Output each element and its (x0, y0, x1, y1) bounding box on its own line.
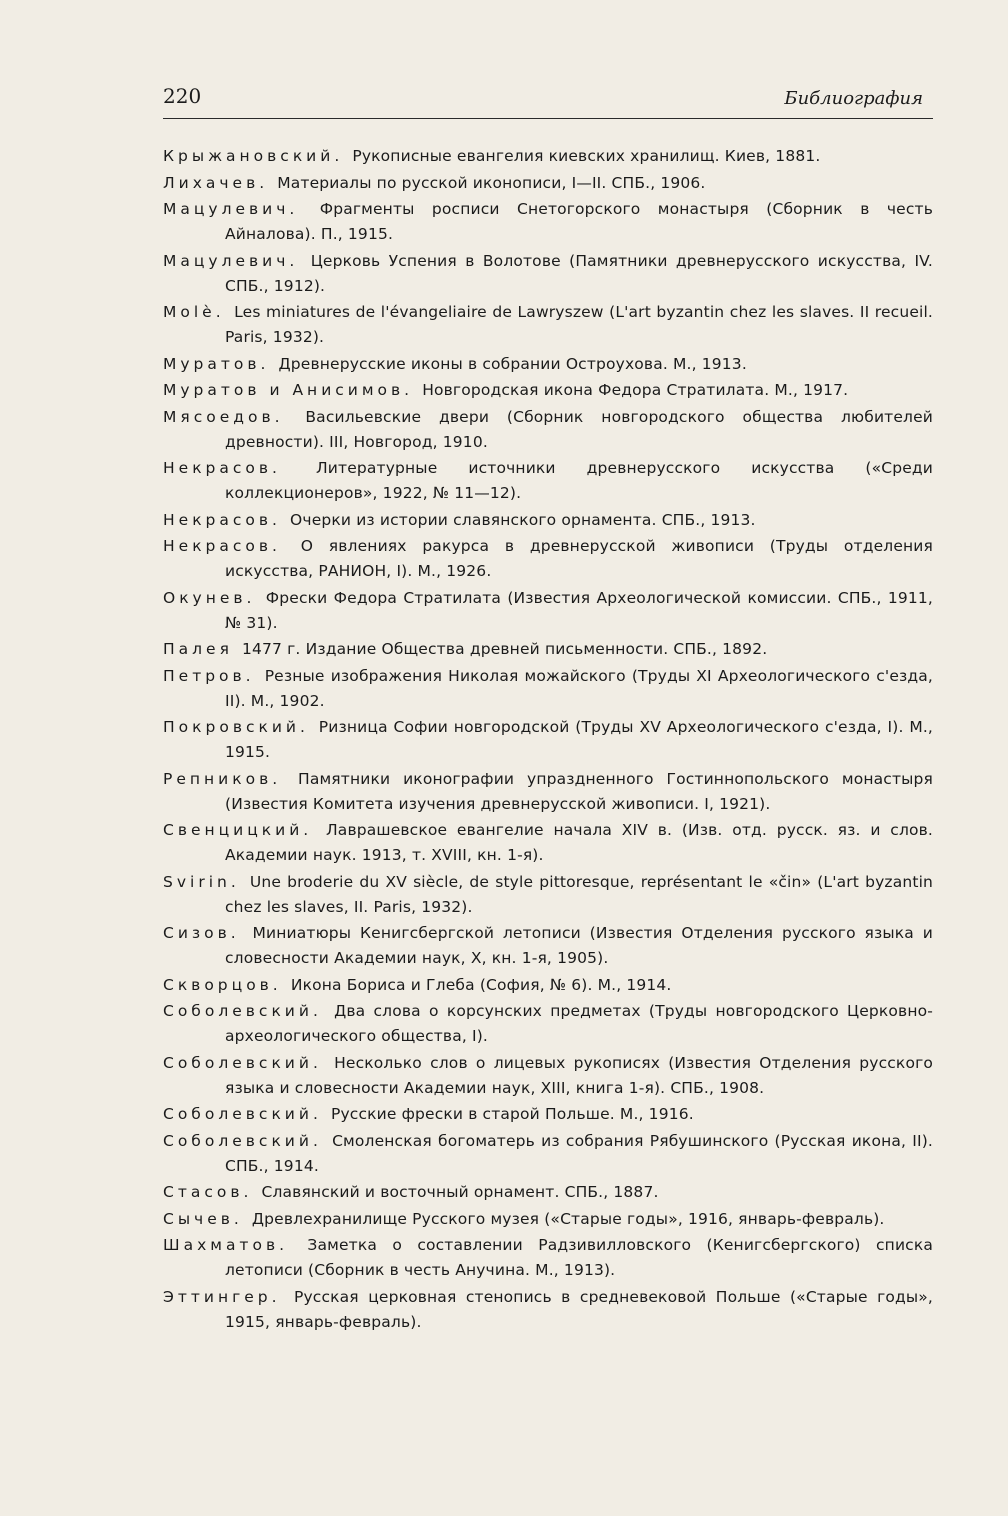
entry-text: Новгородская икона Федора Стратилата. М., 1917. (422, 381, 849, 399)
bibliography-entry (163, 1102, 933, 1127)
entry-author: Репников. (163, 769, 282, 788)
entry-author: Molè. (163, 303, 225, 321)
entry-text: Васильевские двери (Сборник новгородского общества любителей древности). III, Новгород, 1910. (225, 407, 933, 451)
entry-author: Сычев. (163, 1209, 243, 1228)
bibliography-entry (163, 405, 933, 455)
entry-text: Церковь Успения в Волотове (Памятники древнерусского искусства, IV. СПБ., 1912). (225, 251, 933, 295)
entry-text: Материалы по русской иконописи, I—II. СПБ., 1906. (277, 173, 706, 192)
entry-text: Литературные источники древнерусского искусства («Среди коллекционеров», 1922, № 11—12). (225, 459, 934, 502)
bibliography-entry (163, 1285, 933, 1335)
entry-text: Древлехранилище Русского музея («Старые годы», 1916, январь-февраль). (251, 1209, 885, 1228)
bibliography-entry (163, 818, 933, 868)
bibliography-entry (163, 1129, 933, 1179)
entry-author: Соболевский. (163, 1053, 322, 1072)
entry-text: Ризница Софии новгородской (Труды XV Археологического с'езда, I). М., 1915. (225, 718, 934, 761)
entry-author: Муратов и Анисимов. (163, 381, 414, 399)
entry-author: Некрасов. (163, 459, 281, 477)
entry-author: Свенцицкий. (163, 821, 313, 839)
entry-author: Лихачев. (163, 173, 269, 192)
bibliography-entry (163, 664, 933, 714)
entry-author: Мацулевич. (163, 251, 299, 270)
bibliography-entry (163, 249, 933, 299)
entry-author: Окунев. (163, 588, 256, 607)
bibliography-entry (163, 171, 933, 196)
running-title: Библиография (784, 88, 923, 109)
bibliography-entry (163, 870, 933, 920)
entry-text: Древнерусские иконы в собрании Остроухова. М., 1913. (278, 354, 747, 373)
entry-author: Шахматов. (163, 1236, 289, 1254)
entry-author: Svirin. (163, 872, 240, 891)
bibliography-entry (163, 637, 933, 662)
bibliography-entry (163, 973, 933, 998)
entry-author: Петров. (163, 666, 255, 685)
header-rule (163, 118, 933, 119)
entry-author: Стасов. (163, 1183, 253, 1201)
bibliography-entry (163, 1051, 933, 1101)
entry-text: Несколько слов о лицевых рукописях (Известия Отделения русского языка и словесности Академии наук, XIII, книга 1-я). СПБ., 1908. (225, 1053, 933, 1097)
bibliography-entry (163, 715, 933, 765)
entry-text: Лаврашевское евангелие начала XIV в. (Изв. отд. русск. яз. и слов. Академии наук. 1913, т. XVIII, кн. 1-я). (225, 821, 934, 864)
bibliography-entry (163, 534, 933, 584)
entry-text: Славянский и восточный орнамент. СПБ., 1887. (261, 1183, 659, 1201)
bibliography-entry (163, 508, 933, 533)
entry-text: Les miniatures de l'évangeliaire de Lawryszew (L'art byzantin chez les slaves. II recueil. Paris, 1932). (225, 303, 933, 346)
entry-text: Русская церковная стенопись в средневековой Польше («Старые годы», 1915, январь-февраль). (225, 1287, 933, 1331)
entry-text: Фрагменты росписи Снетогорского монастыря (Сборник в честь Айналова). П., 1915. (225, 200, 933, 243)
entry-author: Муратов. (163, 354, 270, 373)
bibliography-entry (163, 921, 933, 971)
bibliography-entry (163, 586, 933, 636)
entry-text: Миниатюры Кенигсбергской летописи (Известия Отделения русского языка и словесности Академии наук, X, кн. 1-я, 1905). (225, 924, 934, 967)
entry-text: Фрески Федора Стратилата (Известия Археологической комиссии. СПБ., 1911, № 31). (225, 588, 934, 632)
entry-author: Соболевский. (163, 1105, 322, 1123)
bibliography-entry (163, 767, 933, 817)
entry-text: Резные изображения Николая можайского (Труды XI Археологического с'езда, II). М., 1902. (225, 666, 933, 710)
entry-author: Палея (163, 640, 233, 658)
entry-text: Заметка о составлении Радзивилловского (Кенигсбергского) списка летописи (Сборник в честь Анучина. М., 1913). (225, 1236, 933, 1279)
bibliography-entry (163, 456, 933, 506)
bibliography-entry (163, 300, 933, 350)
bibliography-entry (163, 352, 933, 377)
page-header (163, 84, 933, 118)
bibliography-entry (163, 197, 933, 247)
bibliography-entry (163, 1207, 933, 1232)
entry-author: Покровский. (163, 718, 309, 736)
entry-text: 1477 г. Издание Общества древней письменности. СПБ., 1892. (242, 640, 768, 658)
entry-text: Два слова о корсунских предметах (Труды новгородского Церковно-археологического общества, I). (225, 1002, 933, 1045)
bibliography-entry (163, 999, 933, 1049)
entry-text: Une broderie du XV siècle, de style pittoresque, représentant le «čin» (L'art byzantin chez les slaves, II. Paris, 1932). (225, 872, 933, 916)
bibliography-entry (163, 144, 933, 169)
entry-text: Смоленская богоматерь из собрания Рябушинского (Русская икона, II). СПБ., 1914. (225, 1131, 933, 1175)
entry-author: Некрасов. (163, 537, 281, 555)
entry-text: Памятники иконографии упраздненного Гостиннопольского монастыря (Известия Комитета изучения древнерусской живописи. I, 1921). (225, 769, 933, 813)
entry-author: Эттингер. (163, 1287, 281, 1306)
page-number: 220 (163, 84, 202, 108)
entry-author: Мацулевич. (163, 200, 299, 218)
entry-author: Мясоедов. (163, 407, 284, 426)
bibliography-entry (163, 1180, 933, 1205)
bibliography-entry (163, 1233, 933, 1283)
bibliography-list (163, 144, 933, 1336)
entry-text: Рукописные евангелия киевских хранилищ. Киев, 1881. (352, 147, 821, 165)
entry-text: Русские фрески в старой Польше. М., 1916. (330, 1105, 694, 1123)
entry-text: Очерки из истории славянского орнамента. СПБ., 1913. (290, 510, 756, 529)
entry-author: Некрасов. (163, 510, 281, 529)
entry-author: Соболевский. (163, 1002, 322, 1020)
entry-author: Скворцов. (163, 975, 282, 994)
entry-author: Крыжановский. (163, 147, 344, 165)
bibliography-entry (163, 378, 933, 403)
entry-author: Сизов. (163, 924, 240, 942)
entry-author: Соболевский. (163, 1131, 322, 1150)
entry-text: Икона Бориса и Глеба (София, № 6). М., 1914. (290, 975, 672, 994)
entry-text: О явлениях ракурса в древнерусской живописи (Труды отделения искусства, РАНИОН, I). М., 1926. (225, 537, 933, 580)
